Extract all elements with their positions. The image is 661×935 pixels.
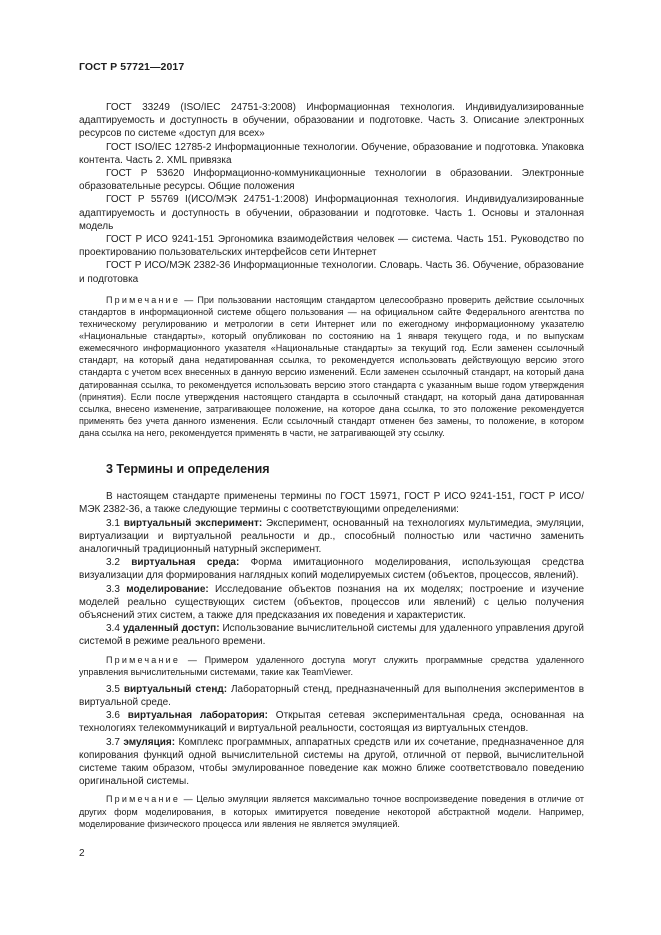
reference-item: ГОСТ Р ИСО/МЭК 2382-36 Информационные технологии. Словарь. Часть 36. Обучение, образование и подготовка [79, 260, 584, 285]
note-label: Примечание [106, 294, 181, 305]
reference-item: ГОСТ Р 53620 Информационно-коммуникационные технологии в образовании. Электронные образовательные ресурсы. Общие положения [79, 168, 584, 193]
note-dash: — [180, 794, 197, 805]
note-label: Примечание [106, 794, 181, 805]
term-name: виртуальная среда: [131, 557, 240, 569]
term-name: виртуальный эксперимент: [123, 517, 263, 529]
term-name: виртуальный стенд: [123, 683, 228, 695]
term-text: Комплекс программных, аппаратных средств или их сочетание, предназначенное для копирования функций одной вычислительной системы на другой, отличной от первой, вычислительной системе таким образом, чтобы эмулированное поведение как можно ближе соответствовало поведению оригинальной системы. [79, 736, 585, 788]
term-text: Лабораторный стенд, предназначенный для выполнения экспериментов в виртуальной среде. [79, 683, 585, 708]
term-definition [79, 622, 584, 648]
note-dash: — [180, 294, 198, 305]
reference-item: ГОСТ Р ИСО 9241-151 Эргономика взаимодействия человек — система. Часть 151. Руководство по проектированию пользовательских интерфейсов сети Интернет [79, 234, 584, 259]
term-number: 3.6 [106, 710, 120, 722]
page-content [79, 101, 584, 830]
term-definition [79, 683, 584, 709]
term-definition [79, 556, 584, 582]
term-number: 3.4 [106, 623, 120, 635]
note-references [79, 294, 584, 439]
term-definition [79, 517, 584, 557]
reference-item: ГОСТ 33249 (ISO/IEC 24751-3:2008) Информационная технология. Индивидуализированные адаптируемость и доступность в обучении, образовании и подготовке. Часть 3. Описание электронных ресурсов по системе «доступ для всех» [79, 102, 584, 140]
term-number: 3.7 [106, 736, 120, 748]
reference-item: ГОСТ ISO/IEC 12785-2 Информационные технологии. Обучение, образование и подготовка. Упаковка контента. Часть 2. XML привязка [79, 141, 584, 166]
document-header: ГОСТ Р 57721—2017 [79, 61, 185, 73]
term-text: Эксперимент, основанный на технологиях мультимедиа, эмуляции, виртуализации и виртуальной реальности и др., способный полностью или частично заменить аналогичный традиционный натурный эксперимент. [79, 517, 584, 555]
note-text: Целью эмуляции является максимально точное воспроизведение поведения в отличие от других форм моделирования, в которых имитируется поведение некоторой абстрактной модели. Например, моделирование физического процесса или явления не является эмуляцией. [79, 794, 584, 829]
section-intro: В настоящем стандарте применены термины по ГОСТ 15971, ГОСТ Р ИСО 9241-151, ГОСТ Р ИСО/МЭК 2382-36, а также следующие термины с соответствующими определениями: [79, 491, 584, 516]
term-definition [79, 736, 584, 789]
term-number: 3.1 [106, 517, 120, 529]
term-text: Форма имитационного моделирования, использующая средства визуализации для формирования наглядных копий моделируемых систем (объектов, процессов, явлений). [79, 557, 584, 582]
term-text: Использование вычислительной системы для удаленного управления другой системой в режиме реального времени. [79, 623, 584, 648]
note-text: Примером удаленного доступа могут служить программные средства удаленного управления вычислительными системами, такие как TeamViewer. [79, 654, 584, 677]
note-label: Примечание [106, 654, 181, 665]
term-name: моделирование: [126, 583, 209, 595]
note-emulation [79, 793, 584, 829]
note-dash: — [180, 654, 205, 665]
term-name: удаленный доступ: [122, 623, 220, 635]
note-text: При пользовании настоящим стандартом целесообразно проверить действие ссылочных стандартов в информационной системе общего пользования — на официальном сайте Федерального агентства по техническому регулированию и метрологии в сети Интернет или по ежегодному информационному указателю «Национальные стандарты», который опубликован по состоянию на 1 января текущего года, и по выпускам ежемесячного информационного указателя «Национальные стандарты» за текущий год. Если заменен ссылочный стандарт, на который дана недатированная ссылка, то рекомендуется использовать действующую версию этого стандарта с учетом всех внесенных в данную версию изменений. Если заменен ссылочный стандарт, на который дана датированная ссылка, то рекомендуется использовать версию этого стандарта с указанным выше годом утверждения (принятия). Если после утверждения настоящего стандарта в ссылочный стандарт, на который дана датированная ссылка, внесено изменение, затрагивающее положение, на которое дана ссылка, то это положение рекомендуется применять без учета данного изменения. Если ссылочный стандарт отменен без замены, то положение, в котором дана ссылка на него, рекомендуется применять в части, не затрагивающей эту ссылку. [79, 294, 584, 438]
term-name: эмуляция: [123, 736, 176, 748]
page-number: 2 [79, 848, 85, 859]
section-title: 3 Термины и определения [106, 461, 270, 476]
reference-item: ГОСТ Р 55769 I(ИСО/МЭК 24751-1:2008) Информационная технология. Индивидуализированные адаптируемость и доступность в обучении, образовании и подготовке. Часть 1. Основы и эталонная модель [79, 194, 584, 232]
term-text: Открытая сетевая экспериментальная среда, основанная на технологиях телекоммуникаций и виртуальной реальности, состоящая из виртуальных стендов. [79, 710, 584, 735]
term-text: Исследование объектов познания на их моделях; построение и изучение моделей реально существующих систем (объектов, процессов или явлений) с целью получения объяснений этих систем, а также для предсказания их поведения и характеристик. [79, 583, 585, 621]
term-definition [79, 583, 584, 623]
term-name: виртуальная лаборатория: [127, 710, 269, 722]
term-number: 3.2 [106, 557, 120, 569]
note-remote-access [79, 654, 584, 678]
term-number: 3.3 [106, 583, 120, 595]
term-number: 3.5 [106, 683, 120, 695]
term-definition [79, 709, 584, 735]
